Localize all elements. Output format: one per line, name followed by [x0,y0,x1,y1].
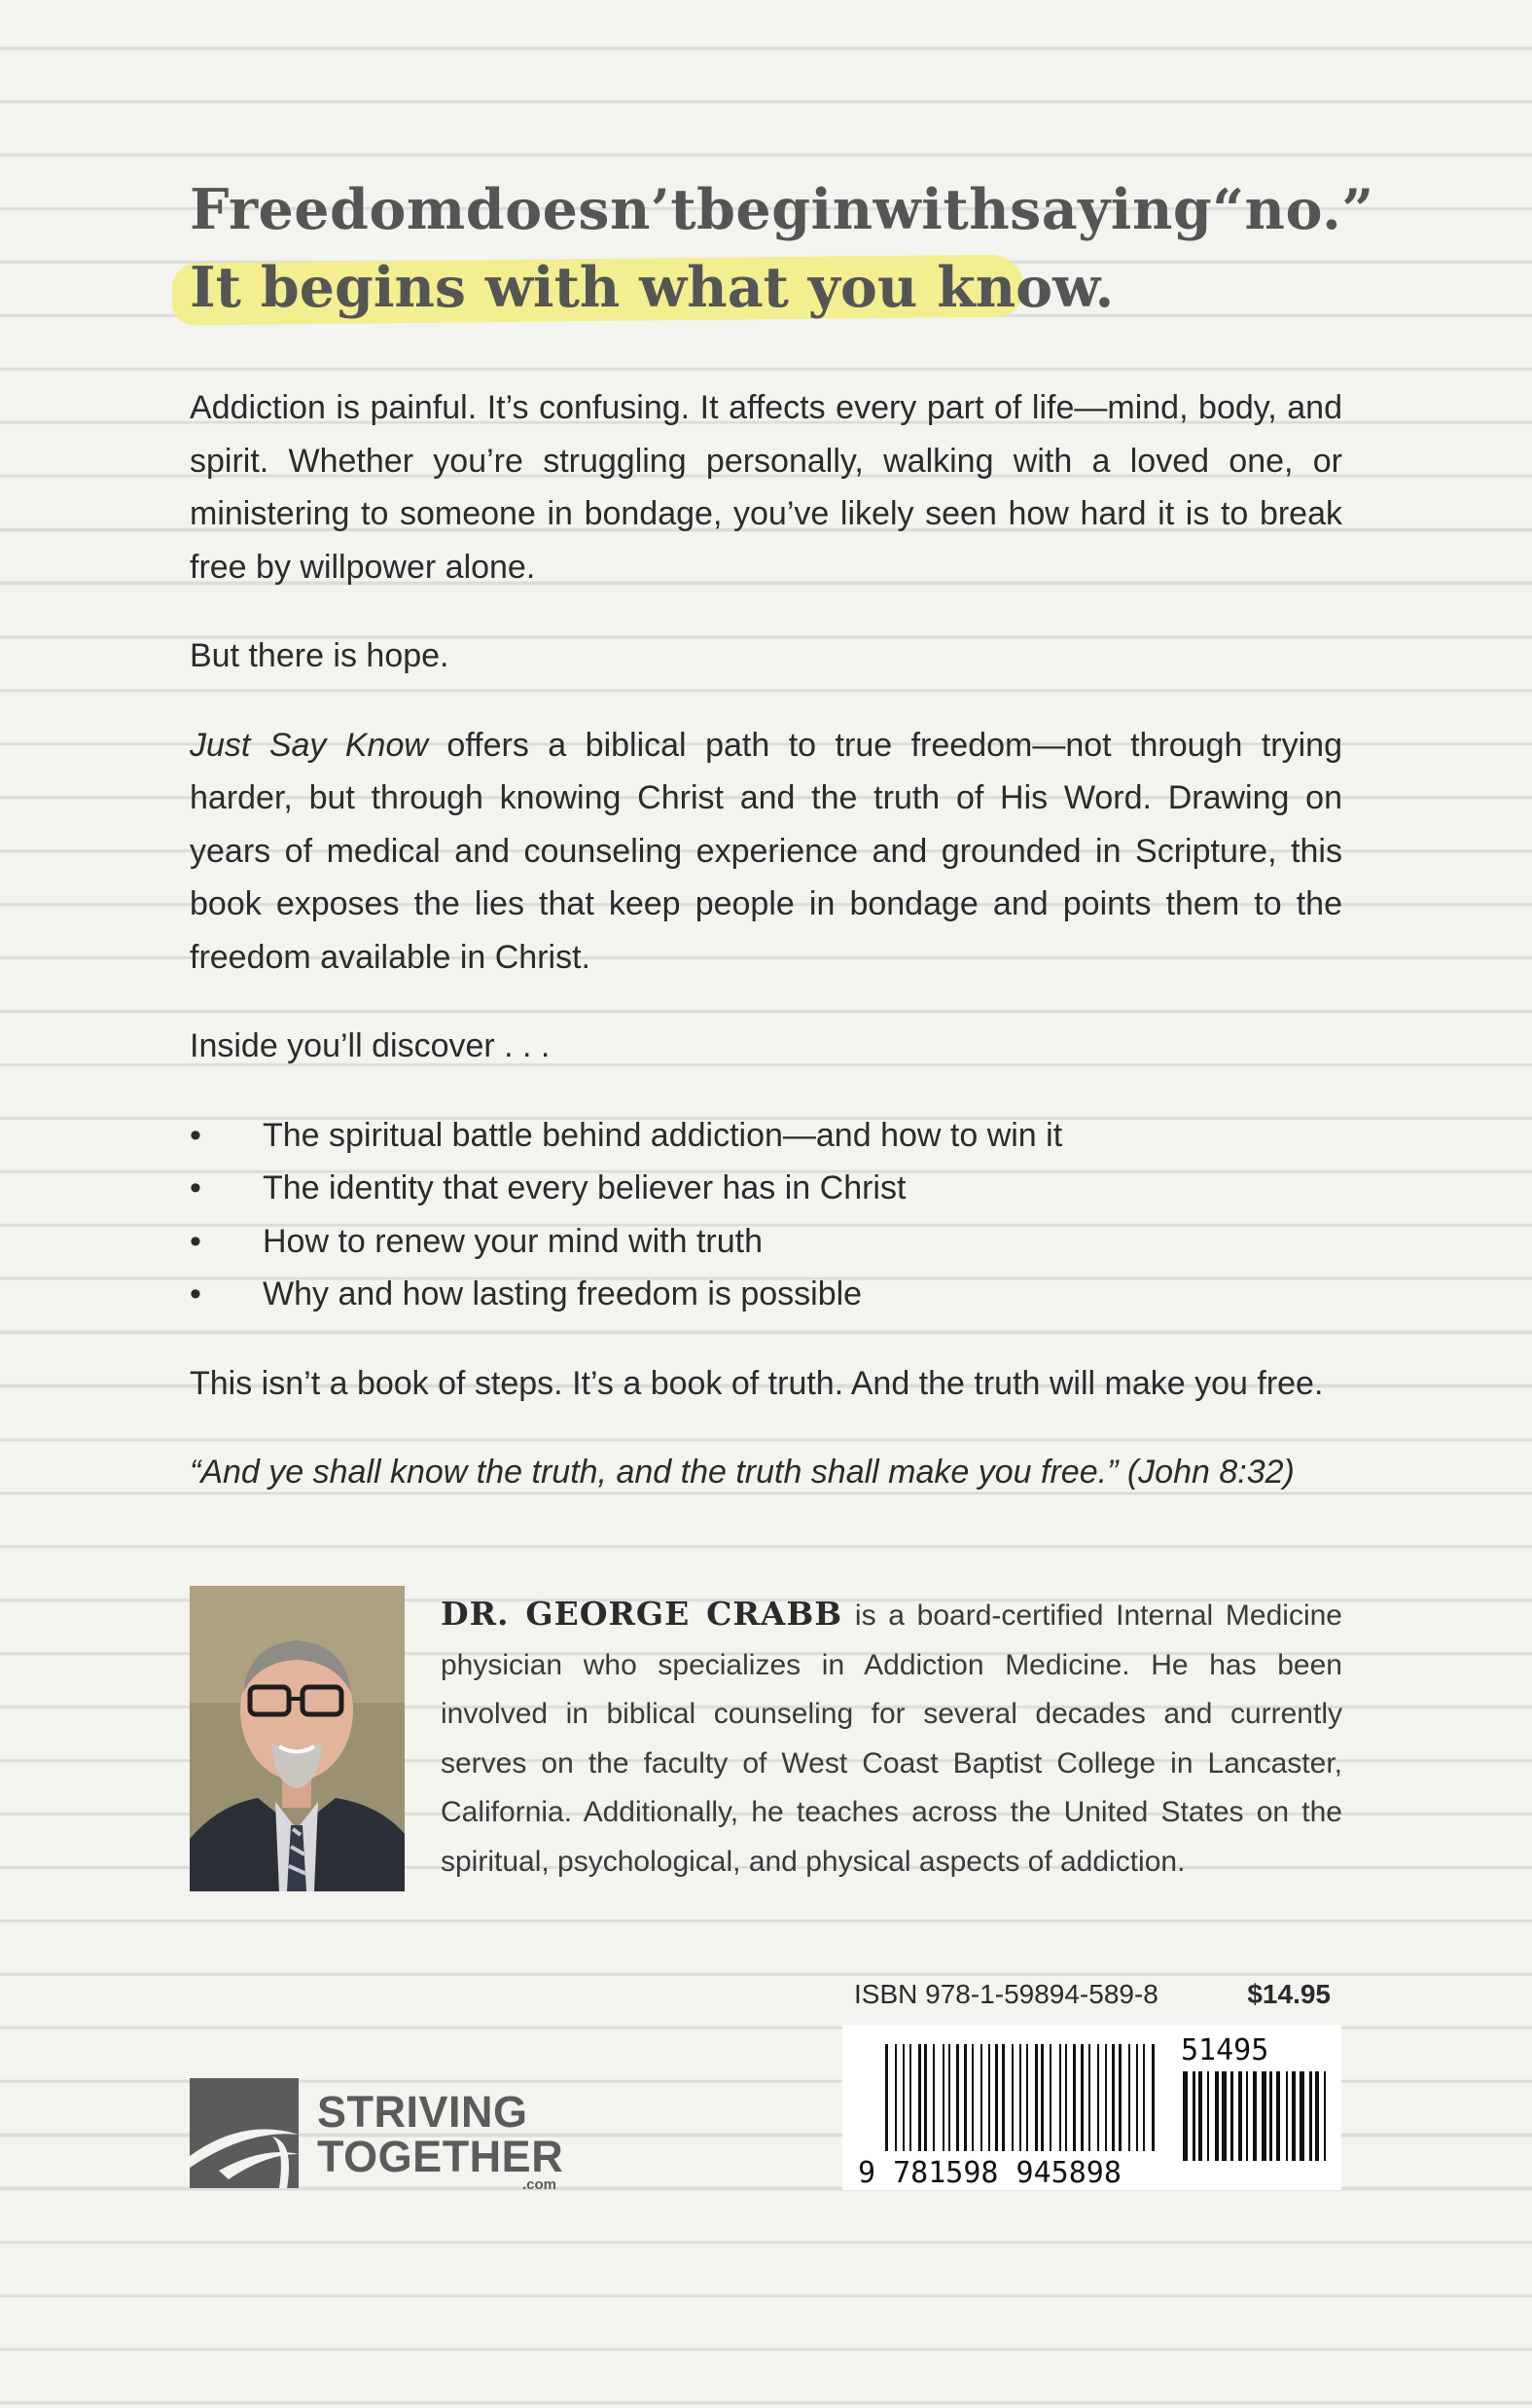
list-item-text: The spiritual battle behind addiction—and how to win it [263,1116,1063,1154]
publisher-logo [190,2078,579,2195]
barcode-bar [1050,2044,1051,2151]
barcode-bar [1088,2044,1090,2151]
addon-digits: 51495 [1181,2033,1269,2067]
headline-word: Freedom [190,177,466,242]
barcode-bar [1119,2044,1122,2151]
barcode-bar [972,2044,974,2151]
publisher-suffix: .com [522,2176,557,2193]
barcode-graphic [842,2025,1341,2190]
price: $14.95 [1247,1979,1331,2009]
headline-line-2 [190,249,1114,327]
headline-word: “no.” [1212,177,1374,242]
author-name: DR. GEORGE CRABB [441,1595,843,1633]
list-item [190,1109,1342,1163]
paragraph-discover: Inside you’ll discover . . . [190,1027,551,1064]
barcode-bar [1238,2071,1242,2161]
headline-word: doesn’t [465,177,697,242]
bullet-icon: • [190,1222,201,1260]
swoosh-icon [190,2078,299,2188]
barcode-bar [1105,2044,1107,2151]
list-item [190,1162,1342,1215]
barcode-bar [1073,2044,1076,2151]
addon-bars [1183,2071,1326,2161]
barcode-bar [918,2044,921,2151]
barcode-bar [1019,2044,1021,2151]
barcode-bar [1315,2071,1319,2161]
barcode-bar [1324,2071,1326,2161]
barcode-bar [948,2044,950,2151]
list-item [190,1268,1342,1321]
barcode-bar [933,2044,935,2151]
barcode-bar [1065,2044,1067,2151]
barcode-bar [1222,2071,1227,2161]
barcode-bar [1309,2071,1312,2161]
paragraph-intro: Addiction is painful. It’s confusing. It affects every part of life—mind, body, and spirit. Whether you’re struggling personally, walking with a loved one, or ministering to someone in bondage, you’ve likely seen how hard it is to break free by willpower alone. [190,389,1342,586]
headline-highlighted-text: It begins with what you know. [190,255,1115,320]
barcode-bar [909,2044,911,2151]
list-item [190,1215,1342,1269]
barcode-bar [1246,2071,1248,2161]
barcode-bar [1269,2071,1272,2161]
list-item-text: How to renew your mind with truth [263,1222,763,1260]
bullet-icon: • [190,1169,201,1206]
headline-line-1 [190,171,1374,249]
barcode-bar [1081,2044,1084,2151]
barcode-bar [1300,2071,1304,2161]
barcode-bar [1112,2044,1115,2151]
barcode-bar [1128,2044,1130,2151]
barcode-bar [1286,2071,1288,2161]
scripture-quote [190,1446,1342,1499]
barcode-bar [895,2044,897,2151]
barcode-bar [924,2044,927,2151]
barcode-bar [1183,2071,1188,2161]
barcode-bar [1215,2071,1219,2161]
isbn-row [854,1979,1331,2010]
paragraph-book [190,719,1342,985]
paragraph-hope: But there is hope. [190,637,449,674]
barcode-bar [943,2044,944,2151]
paragraph-book-text: offers a biblical path to true freedom—not through trying harder, but through knowing Christ and the truth of His Word. Drawing on years of medical and counseling experience and grounded in Scripture, this book exposes the lies that keep people in bondage and points them to the freedom available in Christ. [190,726,1342,976]
barcode-bar [1193,2071,1195,2161]
barcode-bar [1097,2044,1099,2151]
author-photo [190,1586,405,1891]
barcode-bar [1152,2044,1155,2151]
barcode-bar [1230,2071,1233,2161]
barcode-bar [995,2044,998,2151]
barcode-bar [1136,2044,1138,2151]
headline [190,171,1374,327]
barcode-bar [988,2044,990,2151]
list-item-text: The identity that every believer has in Christ [263,1169,907,1206]
barcode-bar [1012,2044,1014,2151]
bullet-icon: • [190,1116,201,1154]
headline-word: begin [696,177,873,242]
ean-digits: 9 781598 945898 [858,2156,1122,2190]
barcode-bar [956,2044,959,2151]
author-portrait-illustration [190,1586,405,1891]
barcode-bar [885,2044,888,2151]
barcode-bar [1143,2044,1145,2151]
barcode-bar [1207,2071,1209,2161]
barcode-bar [1253,2071,1257,2161]
description [190,381,1342,1535]
barcode-bar [1026,2044,1028,2151]
list-item-text: Why and how lasting freedom is possible [263,1276,863,1312]
barcode [842,2025,1341,2190]
barcode-bar [1041,2044,1044,2151]
headline-word: saying [1010,177,1213,242]
isbn-label: ISBN 978-1-59894-589-8 [854,1979,1158,2009]
barcode-bar [980,2044,982,2151]
author-bio-text [441,1590,1342,1887]
bullet-list [190,1109,1342,1321]
publisher-word-2: TOGETHER [317,2132,564,2181]
barcode-bar [1292,2071,1296,2161]
scripture-quote-text: “And ye shall know the truth, and the truth shall make you free.” (John 8:32) [190,1454,1295,1491]
barcode-bar [1198,2071,1202,2161]
barcode-bar [1035,2044,1038,2151]
barcode-bar [1262,2071,1266,2161]
publisher-word-1: STRIVING [317,2087,528,2137]
bullet-icon: • [190,1276,201,1312]
barcode-bar [1276,2071,1280,2161]
ean-bars [885,2044,1155,2151]
author-description: is a board-certified Internal Medicine physician who specializes in Addiction Medicine. He has been involved in biblical counseling for several decades and currently serves on the faculty of West Coast Baptist College in Lancaster, California. Additionally, he teaches across the United States on the spiritual, psychological, and physical aspects of addiction. [441,1599,1342,1878]
barcode-bar [964,2044,967,2151]
book-title: Just Say Know [190,726,428,764]
paragraph-truth: This isn’t a book of steps. It’s a book of truth. And the truth will make you free. [190,1364,1324,1402]
headline-word: with [873,177,1011,242]
barcode-bar [1059,2044,1061,2151]
barcode-bar [903,2044,905,2151]
swoosh-logo-icon [190,2078,299,2188]
barcode-bar [1002,2044,1005,2151]
